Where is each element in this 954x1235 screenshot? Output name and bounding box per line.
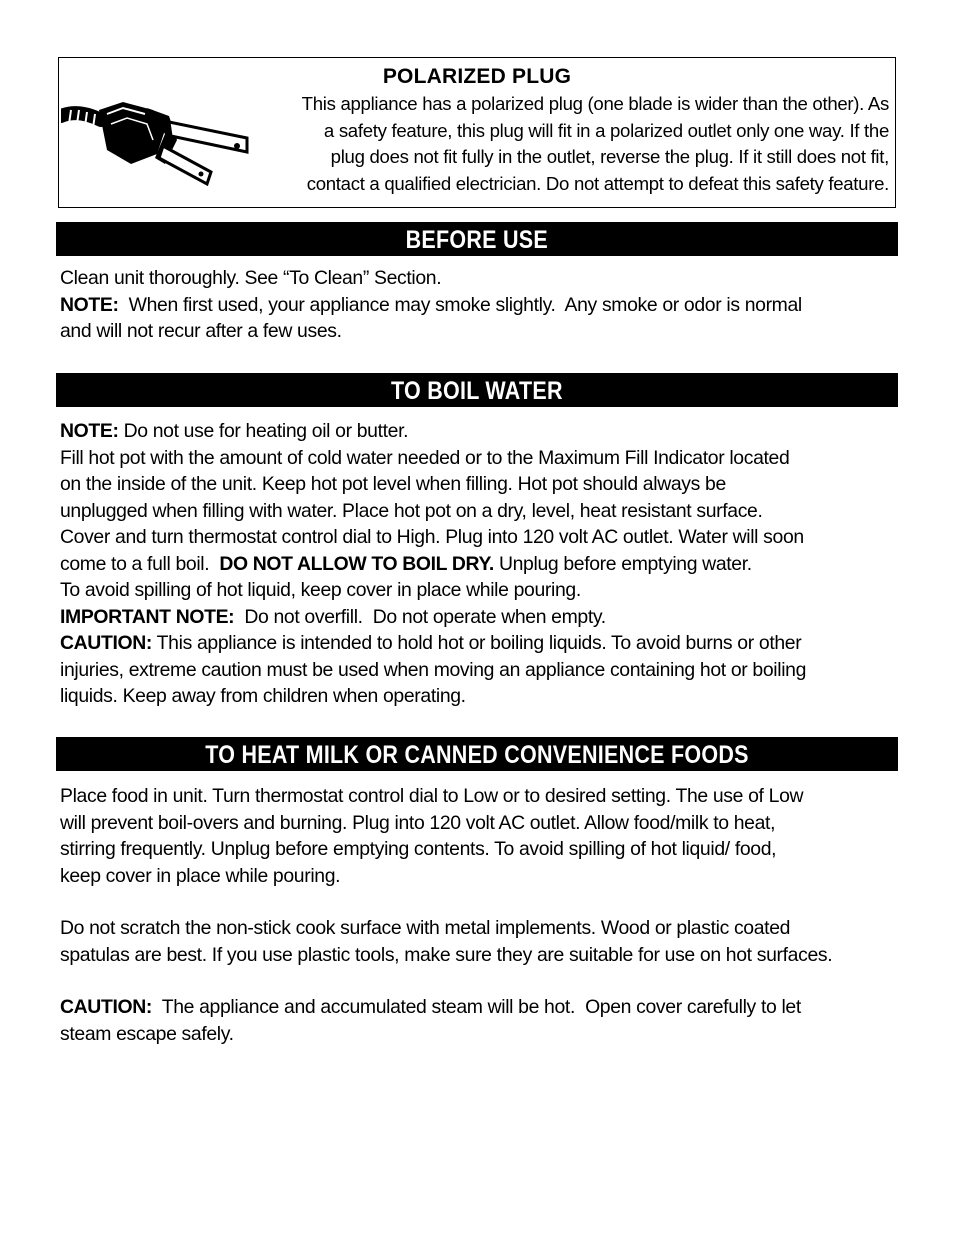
boil-caution: CAUTION: This appliance is intended to hold hot or boiling liquids. To avoid burns or other (60, 632, 802, 654)
non-stick-line: spatulas are best. If you use plastic tools, make sure they are suitable for use on hot surfaces. (60, 943, 833, 966)
boil-water-text (60, 418, 900, 710)
plug-text (219, 91, 889, 197)
heat-milk-line: stirring frequently. Unplug before emptying contents. To avoid spilling of hot liquid/ food, (60, 838, 777, 860)
plug-text-line: contact a qualified electrician. Do not attempt to defeat this safety feature. (306, 172, 889, 194)
boil-note: NOTE: Do not use for heating oil or butter. (60, 420, 409, 442)
steam-caution: CAUTION: The appliance and accumulated steam will be hot. Open cover carefully to let (60, 996, 801, 1018)
plug-text-line: a safety feature, this plug will fit in a polarized outlet only one way. If the (323, 119, 889, 141)
boil-dry-warning: come to a full boil. DO NOT ALLOW TO BOIL DRY. Unplug before emptying water. (60, 552, 752, 575)
before-use-note: NOTE: When first used, your appliance may smoke slightly. Any smoke or odor is normal (60, 293, 802, 316)
heat-milk-line: keep cover in place while pouring. (60, 864, 341, 887)
heat-milk-line: Place food in unit. Turn thermostat control dial to Low or to desired setting. The use of Low (60, 785, 804, 807)
before-use-line: Clean unit thoroughly. See “To Clean” Section. (60, 267, 442, 289)
boil-important-note: IMPORTANT NOTE: Do not overfill. Do not operate when empty. (60, 605, 606, 628)
heat-milk-heading: TO HEAT MILK OR CANNED CONVENIENCE FOODS (56, 737, 898, 771)
boil-line: liquids. Keep away from children when operating. (60, 685, 466, 707)
boil-water-heading: TO BOIL WATER (56, 373, 898, 407)
non-stick-line: Do not scratch the non-stick cook surface with metal implements. Wood or plastic coated (60, 917, 791, 939)
boil-line: Cover and turn thermostat control dial to High. Plug into 120 volt AC outlet. Water will soon (60, 526, 804, 548)
boil-line: To avoid spilling of hot liquid, keep cover in place while pouring. (60, 579, 581, 601)
before-use-heading: BEFORE USE (56, 222, 898, 256)
steam-caution-line: steam escape safely. (60, 1022, 234, 1045)
heat-milk-text (60, 783, 900, 889)
boil-line: Fill hot pot with the amount of cold water needed or to the Maximum Fill Indicator located (60, 446, 790, 469)
plug-text-line: This appliance has a polarized plug (one blade is wider than the other). As (301, 93, 889, 114)
boil-line: unplugged when filling with water. Place hot pot on a dry, level, heat resistant surface. (60, 499, 763, 522)
boil-line: injuries, extreme caution must be used when moving an appliance containing hot or boiling (60, 658, 807, 681)
before-use-line: and will not recur after a few uses. (60, 320, 342, 342)
boil-line: on the inside of the unit. Keep hot pot level when filling. Hot pot should always be (60, 473, 726, 495)
plug-title: POLARIZED PLUG (382, 65, 572, 88)
before-use-text (60, 265, 900, 345)
steam-caution-text (60, 994, 900, 1047)
plug-text-line: plug does not fit fully in the outlet, reverse the plug. If it still does not fit, (330, 146, 889, 167)
polarized-plug-box (58, 57, 896, 208)
non-stick-text (60, 915, 900, 968)
heat-milk-line: will prevent boil-overs and burning. Plug into 120 volt AC outlet. Allow food/milk to heat, (60, 811, 776, 834)
